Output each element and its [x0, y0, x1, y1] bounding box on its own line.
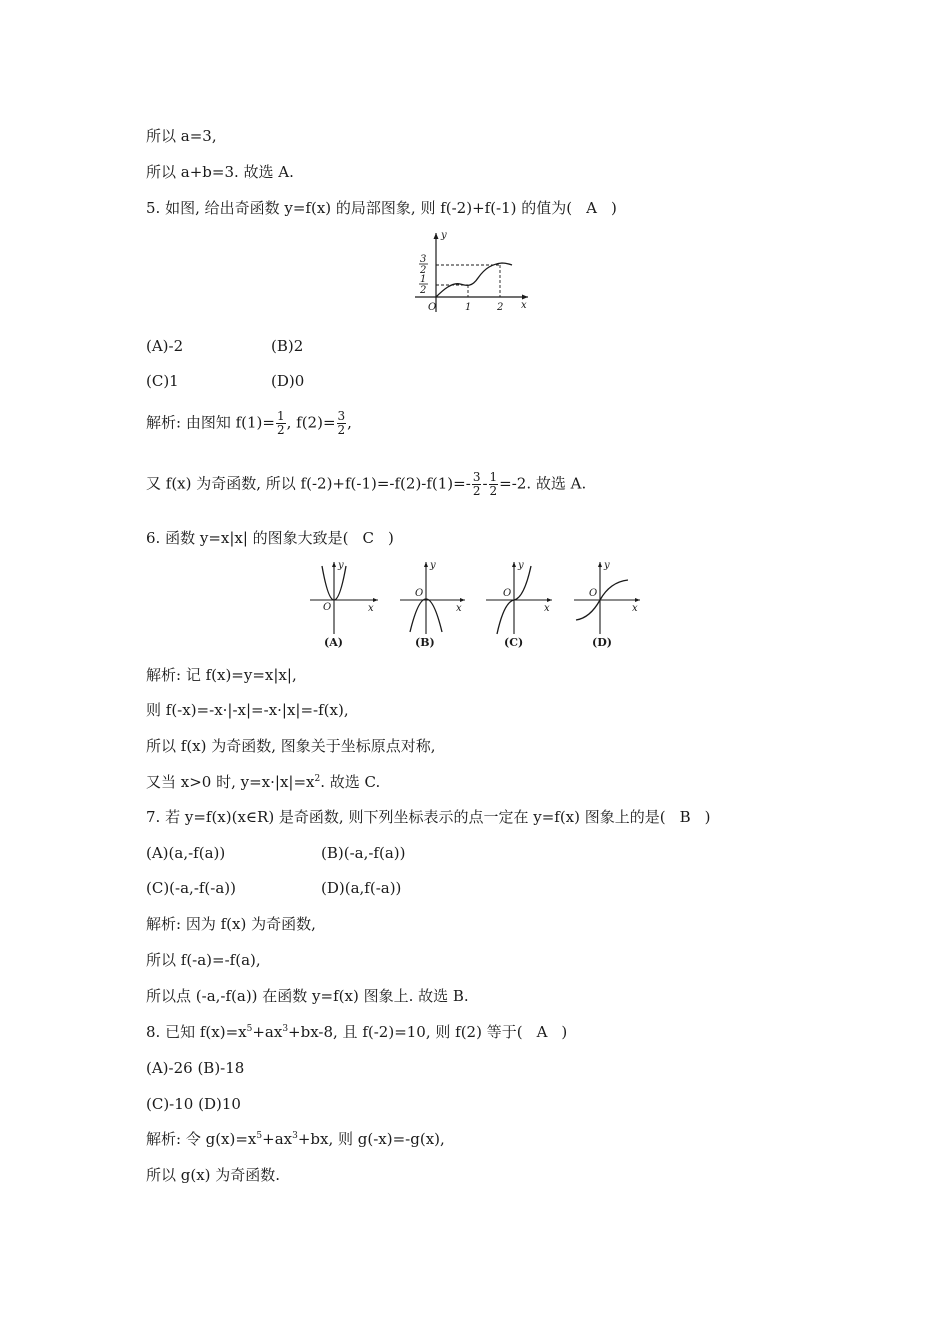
label-b: (B) — [415, 636, 435, 649]
q6-graph-options — [300, 558, 650, 652]
text-line: 所以 a=3, — [146, 127, 217, 145]
origin-label: O — [428, 302, 437, 313]
svg-text:O: O — [323, 602, 332, 613]
y-tick-label: 2 — [420, 265, 427, 276]
label-d: (D) — [592, 636, 612, 649]
svg-text:y: y — [430, 560, 436, 571]
option-row — [146, 842, 405, 864]
svg-text:O: O — [589, 588, 598, 599]
solution-line: 解析: 记 f(x)=y=x|x|, — [146, 666, 297, 684]
solution-line: 所以 g(x) 为奇函数. — [146, 1166, 281, 1184]
option-row: (A)-26 (B)-18 — [146, 1059, 245, 1077]
fraction: $\frac{1}{2}$ — [276, 409, 285, 437]
label-c: (C) — [504, 636, 524, 649]
solution-line: 又 f(x) 为奇函数, 所以 f(-2)+f(-1)=-f(2)-f(1)=- $\frac{3}{2}$ - $\frac{1}{2}$ =-2. 故选 A. — [146, 470, 587, 498]
question-6-stem: 6. 函数 y=x|x| 的图象大致是( C ) — [146, 529, 394, 547]
label-a: (A) — [324, 636, 343, 649]
solution-line: 又当 x>0 时, $y=x\cdot|x|=x^2$. 故选 C. — [146, 773, 381, 791]
answer-mark: B — [679, 808, 691, 826]
option-d: (D)0 — [271, 372, 305, 390]
option-b: (B)2 — [271, 337, 304, 355]
question-5-stem: 5. 如图, 给出奇函数 y=f(x) 的局部图象, 则 f(-2)+f(-1) 的值为( A ) — [146, 199, 617, 217]
x-tick-label: 1 — [465, 302, 472, 313]
svg-text:y: y — [518, 560, 524, 571]
solution-line: 所以 f(-a)=-f(a), — [146, 951, 261, 969]
option-c: (C)1 — [146, 372, 179, 390]
svg-text:O: O — [503, 588, 512, 599]
option-c: (C)(-a,-f(-a)) — [146, 879, 236, 897]
svg-text:x: x — [544, 603, 550, 614]
solution-line: 解析: 由图知 f(1)= $\frac{1}{2}$ , f(2)= $\frac{3}{2}$ , — [146, 409, 352, 437]
fraction: $\frac{3}{2}$ — [337, 409, 346, 437]
fraction: $\frac{3}{2}$ — [472, 470, 481, 498]
option-b: (B)(-a,-f(a)) — [321, 844, 406, 862]
svg-text:y: y — [604, 560, 610, 571]
text-line: 所以 a+b=3. 故选 A. — [146, 163, 294, 181]
y-tick-label: 3 — [420, 254, 427, 265]
option-row — [146, 370, 304, 392]
option-row — [146, 335, 303, 357]
option-d: (D)(a,f(-a)) — [321, 879, 402, 897]
graph-b — [400, 560, 465, 649]
solution-line: 所以 f(x) 为奇函数, 图象关于坐标原点对称, — [146, 737, 436, 755]
answer-mark: A — [536, 1023, 548, 1041]
svg-text:O: O — [415, 588, 424, 599]
solution-line: 解析: 因为 f(x) 为奇函数, — [146, 915, 316, 933]
solution-line: 所以点 (-a,-f(a)) 在函数 y=f(x) 图象上. 故选 B. — [146, 987, 469, 1005]
svg-text:x: x — [632, 603, 638, 614]
svg-text:x: x — [368, 603, 374, 614]
question-7-stem: 7. 若 y=f(x)(x∈R) 是奇函数, 则下列坐标表示的点一定在 y=f(x) 图象上的是( B ) — [146, 808, 711, 826]
graph-c — [486, 560, 552, 649]
q5-function-graph — [410, 228, 535, 316]
answer-mark: C — [362, 529, 375, 547]
option-row: (C)-10 (D)10 — [146, 1095, 241, 1113]
y-tick-label: 2 — [420, 285, 427, 296]
option-a: (A)-2 — [146, 337, 184, 355]
x-axis-label: x — [521, 300, 527, 311]
option-row — [146, 877, 401, 899]
solution-line: 解析: 令 $g(x)=x^5+ax^3+bx$, 则 g(-x)=-g(x), — [146, 1130, 445, 1148]
fraction: $\frac{1}{2}$ — [489, 470, 498, 498]
svg-text:x: x — [456, 603, 462, 614]
function-curve — [436, 263, 512, 297]
graph-d — [574, 560, 640, 649]
y-axis-label: y — [441, 230, 447, 241]
graph-a — [310, 560, 378, 649]
question-8-stem: 8. 已知 $f(x)=x^5+ax^3+bx-8$, 且 f(-2)=10, 则 f(2) 等于( A ) — [146, 1023, 568, 1041]
answer-mark: A — [586, 199, 597, 217]
svg-text:y: y — [338, 560, 344, 571]
option-a: (A)(a,-f(a)) — [146, 844, 226, 862]
x-tick-label: 2 — [497, 302, 504, 313]
y-tick-label: 1 — [420, 274, 427, 285]
solution-line: 则 f(-x)=-x·|-x|=-x·|x|=-f(x), — [146, 701, 349, 719]
